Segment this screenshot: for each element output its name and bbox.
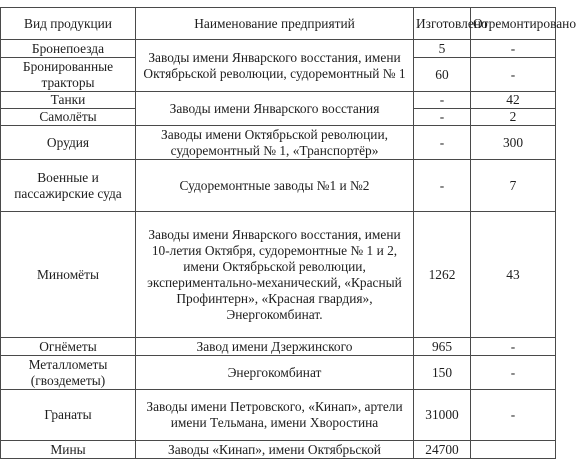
repaired-cell: - — [471, 40, 556, 58]
plants-cell: Заводы «Кинап», имени Октябрьской — [136, 441, 414, 459]
type-cell: Орудия — [1, 126, 136, 160]
repaired-cell: 42 — [471, 92, 556, 109]
made-cell: 60 — [414, 58, 471, 92]
table-row — [1, 92, 556, 109]
type-cell: Огнёметы — [1, 338, 136, 356]
production-table — [0, 7, 576, 459]
repaired-cell — [471, 441, 556, 459]
made-cell: - — [414, 126, 471, 160]
plants-cell: Завод имени Дзержинского — [136, 338, 414, 356]
header-row — [1, 8, 556, 40]
header-plants: Наименование предприятий — [136, 8, 414, 40]
table-row — [1, 160, 556, 212]
type-cell: Миномёты — [1, 212, 136, 338]
repaired-cell: - — [471, 58, 556, 92]
plants-cell: Заводы имени Петровского, «Кинап», артели имени Тельмана, имени Хворостина — [136, 390, 414, 441]
plants-cell: Энергокомбинат — [136, 356, 414, 390]
repaired-cell: - — [471, 390, 556, 441]
repaired-cell: 2 — [471, 109, 556, 126]
type-cell: Танки — [1, 92, 136, 109]
repaired-cell: 43 — [471, 212, 556, 338]
type-cell: Гранаты — [1, 390, 136, 441]
plants-cell: Заводы имени Январского восстания, имени Октябрьской революции, судоремонтный № 1 — [136, 40, 414, 92]
repaired-cell: - — [471, 338, 556, 356]
type-cell: Бронепоезда — [1, 40, 136, 58]
plants-cell: Заводы имени Октябрьской революции, судоремонтный № 1, «Транспортёр» — [136, 126, 414, 160]
made-cell: 1262 — [414, 212, 471, 338]
table-row — [1, 40, 556, 58]
type-cell: Бронированные тракторы — [1, 58, 136, 92]
header-type: Вид продукции — [1, 8, 136, 40]
plants-cell: Заводы имени Январского восстания — [136, 92, 414, 126]
header-repaired: Отремонтировано — [471, 8, 556, 40]
plants-cell: Судоремонтные заводы №1 и №2 — [136, 160, 414, 212]
table-row — [1, 441, 556, 459]
made-cell: - — [414, 109, 471, 126]
type-cell: Мины — [1, 441, 136, 459]
made-cell: - — [414, 92, 471, 109]
cropped-text-strip — [0, 0, 559, 7]
made-cell: - — [414, 160, 471, 212]
table-row — [1, 126, 556, 160]
repaired-cell: 300 — [471, 126, 556, 160]
made-cell: 5 — [414, 40, 471, 58]
made-cell: 150 — [414, 356, 471, 390]
type-cell: Металлометы (гвоздеметы) — [1, 356, 136, 390]
table-row — [1, 356, 556, 390]
type-cell: Самолёты — [1, 109, 136, 126]
table-row — [1, 338, 556, 356]
repaired-cell: - — [471, 356, 556, 390]
header-made: Изготовлено — [414, 8, 471, 40]
plants-cell: Заводы имени Январского восстания, имени 10-летия Октября, судоремонтные № 1 и 2, имени Октябрьской революции, экспериментально-механический, «Красный Профинтерн», «Красная гвардия», Энергокомбинат. — [136, 212, 414, 338]
table-row — [1, 212, 556, 338]
repaired-cell: 7 — [471, 160, 556, 212]
made-cell: 31000 — [414, 390, 471, 441]
made-cell: 24700 — [414, 441, 471, 459]
made-cell: 965 — [414, 338, 471, 356]
table-row — [1, 390, 556, 441]
type-cell: Военные и пассажирские суда — [1, 160, 136, 212]
